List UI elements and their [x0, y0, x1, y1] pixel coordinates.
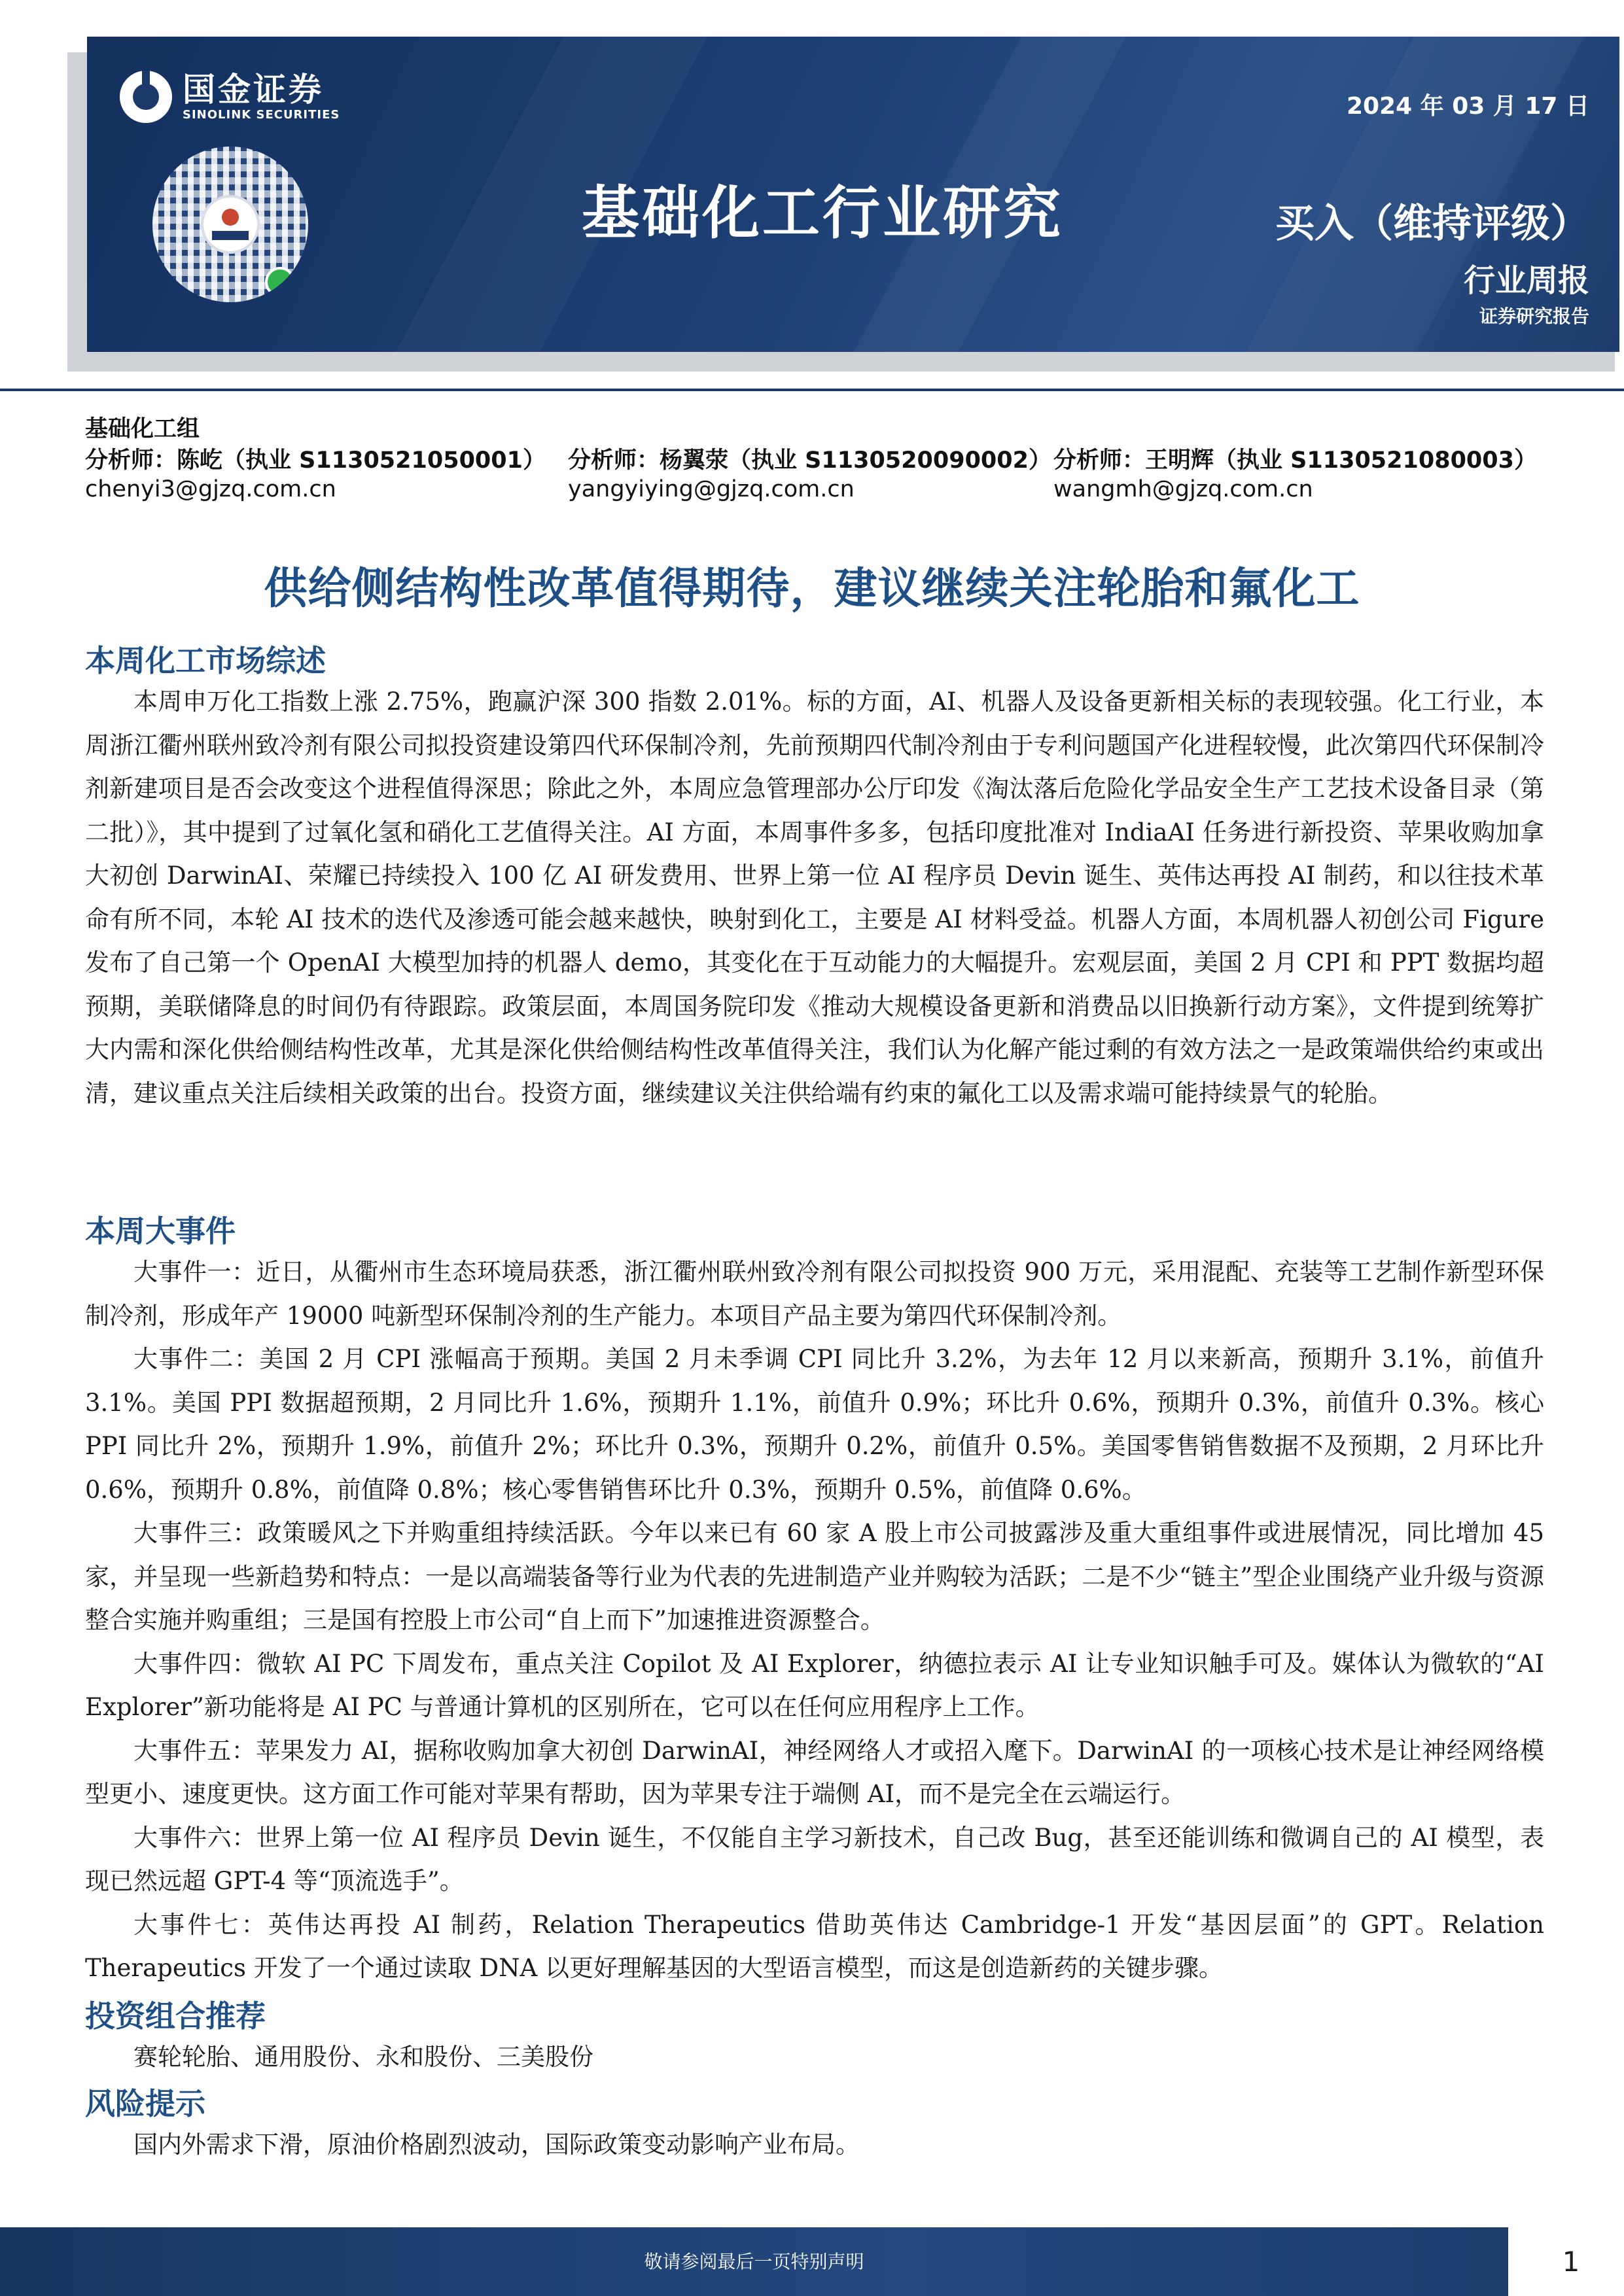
report-headline: 供给侧结构性改革值得期待，建议继续关注轮胎和氟化工 — [264, 563, 1360, 614]
company-logo — [120, 71, 340, 123]
event-paragraph: 大事件一：近日，从衢州市生态环境局获悉，浙江衢州联州致冷剂有限公司拟投资 900 万元，采用混配、充装等工艺制作新型环保制冷剂，形成年产 19000 吨新型环保制冷剂的生产能力。本项目产品主要为第四代环保制冷剂。 — [85, 1258, 1544, 1330]
analyst-name: 分析师：陈屹（执业 S1130521050001） — [85, 447, 546, 474]
header-banner — [87, 37, 1619, 352]
analyst-group: 基础化工组 — [85, 416, 200, 442]
analyst-email[interactable]: chenyi3@gjzq.com.cn — [85, 476, 336, 502]
section-risk — [85, 2084, 1544, 2166]
section-title: 风险提示 — [85, 2086, 205, 2121]
logo-name-cn: 国金证券 — [183, 71, 324, 109]
mini-program-icon — [265, 267, 295, 297]
qr-center-logo-icon — [201, 195, 260, 254]
report-industry-title: 基础化工行业研究 — [582, 179, 1064, 247]
header-divider — [0, 389, 1624, 391]
event-paragraph: 大事件四：微软 AI PC 下周发布，重点关注 Copilot 及 AI Explorer，纳德拉表示 AI 让专业知识触手可及。媒体认为微软的“AI Explorer”新功能将是 AI PC 与普通计算机的区别所在，它可以在任何应用程序上工作。 — [85, 1649, 1544, 1721]
event-paragraph: 大事件六：世界上第一位 AI 程序员 Devin 诞生，不仅能自主学习新技术，自己改 Bug，甚至还能训练和微调自己的 AI 模型，表现已然远超 GPT-4 等“顶流选手”。 — [85, 1823, 1544, 1895]
analyst-email[interactable]: wangmh@gjzq.com.cn — [1053, 476, 1313, 502]
logo-mark-icon — [120, 71, 172, 123]
section-market-overview — [85, 641, 1544, 1115]
section-title: 本周大事件 — [85, 1213, 236, 1249]
event-paragraph: 大事件七：英伟达再投 AI 制药，Relation Therapeutics 借助英伟达 Cambridge-1 开发“基因层面”的 GPT。Relation Therapeutics 开发了一个通过读取 DNA 以更好理解基因的大型语言模型，而这是创造新药的关键步骤。 — [85, 1910, 1544, 1982]
portfolio-text: 赛轮轮胎、通用股份、永和股份、三美股份 — [133, 2043, 593, 2071]
mini-program-qr-code[interactable] — [152, 147, 308, 302]
section-weekly-events — [85, 1211, 1544, 1991]
event-paragraph: 大事件三：政策暖风之下并购重组持续活跃。今年以来已有 60 家 A 股上市公司披露涉及重大重组事件或进展情况，同比增加 45 家，并呈现一些新趋势和特点：一是以高端装备等行业为代表的先进制造产业并购较为活跃；二是不少“链主”型企业围绕产业升级与资源整合实施并购重组；三是国有控股上市公司“自上而下”加速推进资源整合。 — [85, 1519, 1544, 1634]
analyst-name: 分析师：王明辉（执业 S1130521080003） — [1053, 447, 1537, 474]
risk-text: 国内外需求下滑，原油价格剧烈波动，国际政策变动影响产业布局。 — [133, 2131, 860, 2159]
analyst-email[interactable]: yangyiying@gjzq.com.cn — [568, 476, 855, 502]
page-footer — [0, 2227, 1624, 2296]
analyst-name: 分析师：杨翼荥（执业 S1130520090002） — [568, 447, 1051, 474]
footer-disclaimer[interactable]: 敬请参阅最后一页特别声明 — [644, 2251, 864, 2272]
logo-name-en: SINOLINK SECURITIES — [183, 108, 340, 122]
analyst-card — [85, 442, 546, 502]
event-paragraph: 大事件二：美国 2 月 CPI 涨幅高于预期。美国 2 月未季调 CPI 同比升 3.2%，为去年 12 月以来新高，预期升 3.1%，前值升 3.1%。美国 PPI 数据超预期，2 月同比升 1.6%，预期升 1.1%，前值升 0.9%；环比升 0.6%，预期升 0.3%，前值升 0.3%。核心 PPI 同比升 2%，预期升 1.9%，前值升 2%；环比升 0.3%，预期升 0.2%，前值升 0.5%。美国零售销售数据不及预期，2 月环比升 0.6%，预期升 0.8%，前值降 0.8%；核心零售销售环比升 0.3%，预期升 0.5%，前值降 0.6%。 — [85, 1345, 1544, 1504]
rating-label: 买入（维持评级） — [1275, 201, 1589, 247]
section-portfolio — [85, 1996, 1544, 2079]
event-paragraph: 大事件五：苹果发力 AI，据称收购加拿大初创 DarwinAI，神经网络人才或招入麾下。DarwinAI 的一项核心技术是让神经网络模型更小、速度更快。这方面工作可能对苹果有帮助，因为苹果专注于端侧 AI，而不是完全在云端运行。 — [85, 1736, 1544, 1808]
report-type: 行业周报 — [1463, 262, 1589, 299]
analyst-card — [1053, 442, 1537, 502]
overview-paragraph: 本周申万化工指数上涨 2.75%，跑赢沪深 300 指数 2.01%。标的方面，AI、机器人及设备更新相关标的表现较强。化工行业，本周浙江衢州联州致冷剂有限公司拟投资建设第四代环保制冷剂，先前预期四代制冷剂由于专利问题国产化进程较慢，此次第四代环保制冷剂新建项目是否会改变这个进程值得深思；除此之外，本周应急管理部办公厅印发《淘汰落后危险化学品安全生产工艺技术设备目录（第二批）》，其中提到了过氧化氢和硝化工艺值得关注。AI 方面，本周事件多多，包括印度批准对 IndiaAI 任务进行新投资、苹果收购加拿大初创 DarwinAI、荣耀已持续投入 100 亿 AI 研发费用、世界上第一位 AI 程序员 Devin 诞生、英伟达再投 AI 制药，和以往技术革命有所不同，本轮 AI 技术的迭代及渗透可能会越来越快，映射到化工，主要是 AI 材料受益。机器人方面，本周机器人初创公司 Figure 发布了自己第一个 OpenAI 大模型加持的机器人 demo，其变化在于互动能力的大幅提升。宏观层面，美国 2 月 CPI 和 PPT 数据均超预期，美联储降息的时间仍有待跟踪。政策层面，本周国务院印发《推动大规模设备更新和消费品以旧换新行动方案》，文件提到统筹扩大内需和深化供给侧结构性改革，尤其是深化供给侧结构性改革值得关注，我们认为化解产能过剩的有效方法之一是政策端供给约束或出清，建议重点关注后续相关政策的出台。投资方面，继续建议关注供给端有约束的氟化工以及需求端可能持续景气的轮胎。 — [85, 687, 1544, 1107]
section-title: 投资组合推荐 — [85, 1998, 266, 2034]
report-category: 证券研究报告 — [1479, 305, 1589, 327]
analyst-card — [568, 442, 1051, 502]
page-number: 1 — [1562, 2246, 1580, 2278]
section-title: 本周化工市场综述 — [85, 643, 326, 678]
report-date: 2024 年 03 月 17 日 — [1346, 93, 1589, 120]
